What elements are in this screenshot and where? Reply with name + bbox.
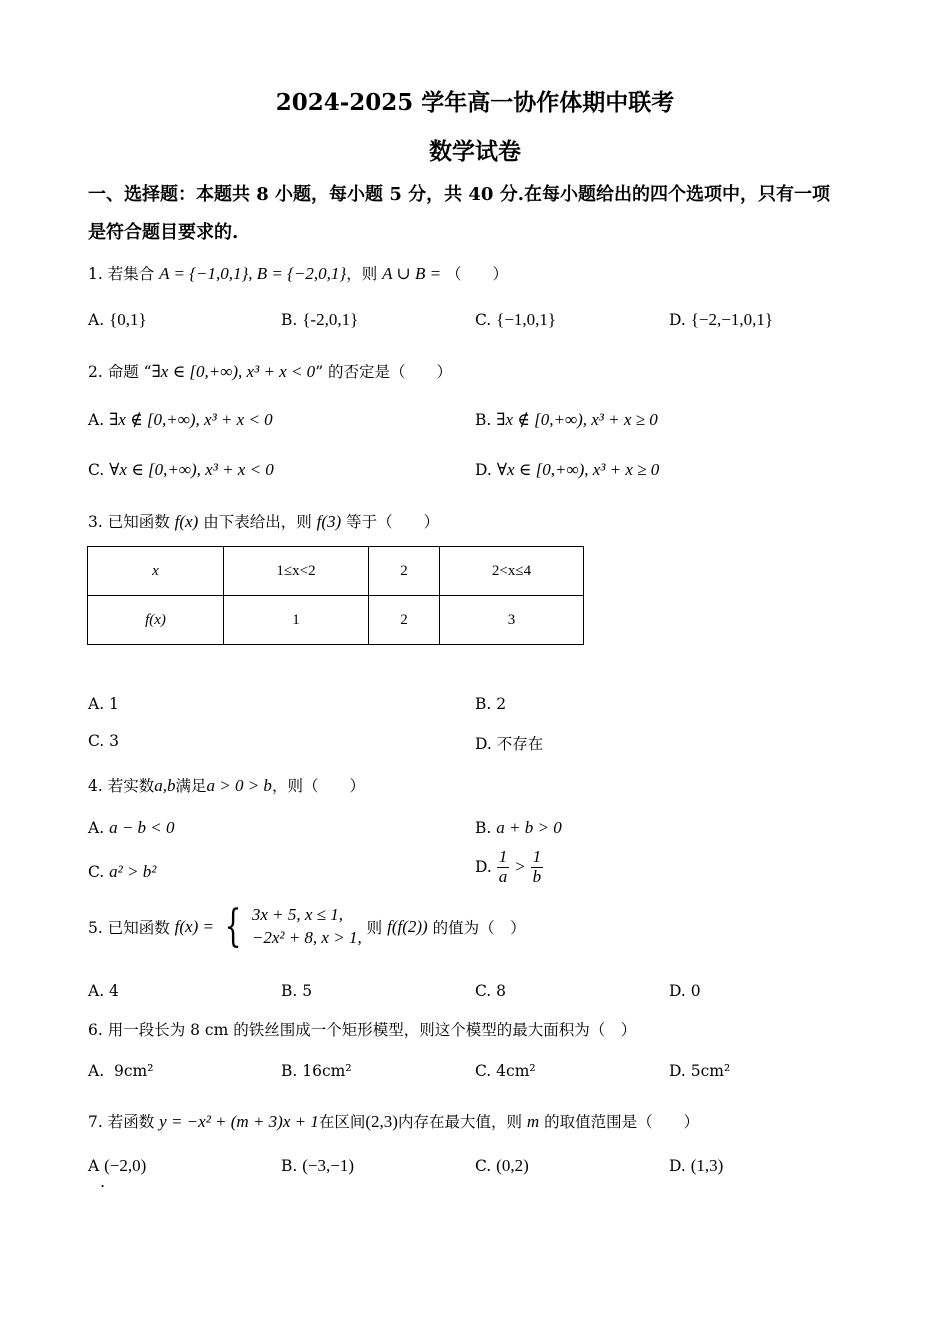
q3-option-a[interactable]: A. 1 bbox=[88, 695, 119, 713]
option-value: {−2,−1,0,1} bbox=[690, 310, 773, 329]
q4-option-b[interactable] bbox=[475, 818, 562, 838]
question-5 bbox=[88, 900, 526, 952]
option-letter: C. bbox=[475, 1157, 492, 1175]
option-letter: A. bbox=[88, 819, 105, 837]
fraction-1-over-b bbox=[531, 848, 544, 886]
q1-expr: A ∪ B = bbox=[382, 264, 442, 283]
q7-interval: (2,3) bbox=[365, 1112, 398, 1131]
q3-fx: f(x) bbox=[174, 512, 199, 531]
q3-option-c[interactable]: C. 3 bbox=[88, 732, 120, 750]
q4-prefix: 4. 若实数 bbox=[88, 777, 155, 795]
q1-option-b[interactable] bbox=[281, 310, 358, 330]
option-letter: C. bbox=[475, 1062, 492, 1080]
option-letter: A. bbox=[88, 311, 105, 329]
q1-prefix: 1. 若集合 bbox=[88, 265, 155, 283]
fraction-1-over-a bbox=[497, 848, 510, 886]
stray-dot: . bbox=[100, 1172, 106, 1191]
q5-option-d[interactable]: D. 0 bbox=[669, 982, 701, 1000]
exam-title: 2024-2025 学年高一协作体期中联考 bbox=[275, 89, 675, 116]
q5-suffix: 的值为（ ） bbox=[432, 918, 526, 937]
option-letter: B. bbox=[475, 819, 492, 837]
q4-ab: a,b bbox=[154, 776, 176, 795]
option-value: ∃x ∉ [0,+∞), x³ + x ≥ 0 bbox=[496, 410, 658, 429]
section-heading-line2: 是符合题目要求的. bbox=[88, 222, 239, 243]
option-value: {−1,0,1} bbox=[496, 310, 557, 329]
q1-mid: ，则 bbox=[346, 265, 378, 283]
option-value: 9cm² bbox=[113, 1062, 154, 1080]
option-letter: A. bbox=[88, 1062, 105, 1080]
numerator: 1 bbox=[498, 847, 508, 866]
table-cell: 2<x≤4 bbox=[440, 547, 584, 596]
q2-prefix: 2. 命题 “ bbox=[88, 363, 152, 381]
option-value: 不存在 bbox=[496, 735, 544, 753]
option-value: 16cm² bbox=[302, 1062, 352, 1080]
table-cell: 2 bbox=[369, 596, 440, 645]
exam-subtitle: 数学试卷 bbox=[429, 138, 521, 165]
option-letter: B. bbox=[281, 1157, 298, 1175]
q7-option-a[interactable] bbox=[88, 1156, 146, 1176]
option-letter: D. bbox=[475, 858, 492, 877]
q3-option-d[interactable] bbox=[475, 732, 543, 754]
numerator: 1 bbox=[532, 847, 542, 866]
option-value: ∀x ∈ [0,+∞), x³ + x ≥ 0 bbox=[496, 460, 660, 479]
q1-option-c[interactable] bbox=[475, 310, 556, 330]
q6-option-d[interactable] bbox=[669, 1062, 730, 1080]
option-letter: D. bbox=[669, 1062, 686, 1080]
q2-expr: ∃x ∈ [0,+∞), x³ + x < 0 bbox=[151, 362, 316, 381]
q3-mid: 由下表给出，则 bbox=[203, 513, 312, 531]
option-value: ∀x ∈ [0,+∞), x³ + x < 0 bbox=[109, 460, 274, 479]
function-table bbox=[87, 546, 584, 645]
question-7 bbox=[88, 1110, 699, 1132]
table-cell: 3 bbox=[440, 596, 584, 645]
option-letter: D. bbox=[475, 461, 492, 479]
option-value: (1,3) bbox=[690, 1156, 724, 1175]
q1-paren: （ ） bbox=[446, 265, 509, 283]
q5-fx: f(x) = bbox=[174, 916, 214, 936]
q1-sets: A = {−1,0,1}, B = {−2,0,1} bbox=[159, 264, 347, 283]
option-value: {-2,0,1} bbox=[302, 310, 359, 329]
q2-option-a[interactable] bbox=[88, 410, 273, 430]
q4-option-d[interactable] bbox=[475, 848, 543, 886]
table-cell: 1≤x<2 bbox=[224, 547, 369, 596]
option-value: (0,2) bbox=[496, 1156, 529, 1175]
q2-option-b[interactable] bbox=[475, 410, 658, 430]
question-1 bbox=[88, 262, 508, 284]
q7-func: y = −x² + (m + 3)x + 1 bbox=[159, 1112, 319, 1131]
option-value: {0,1} bbox=[109, 310, 147, 329]
q4-option-a[interactable] bbox=[88, 818, 175, 838]
question-2 bbox=[88, 360, 452, 382]
option-value: ∃x ∉ [0,+∞), x³ + x < 0 bbox=[109, 410, 273, 429]
option-letter: D. bbox=[669, 1157, 686, 1175]
option-letter: C. bbox=[475, 311, 492, 329]
option-letter: C. bbox=[88, 461, 105, 479]
option-value: a + b > 0 bbox=[496, 818, 562, 837]
question-4 bbox=[88, 774, 365, 796]
q5-option-b[interactable]: B. 5 bbox=[281, 982, 313, 1000]
denominator: b bbox=[532, 866, 542, 886]
q5-option-a[interactable]: A. 4 bbox=[88, 982, 119, 1000]
option-value: 5cm² bbox=[690, 1062, 731, 1080]
q3-suffix: 等于（ ） bbox=[346, 513, 440, 531]
table-row bbox=[88, 596, 584, 645]
option-letter: D. bbox=[475, 735, 492, 753]
option-value: a² > b² bbox=[109, 862, 157, 881]
q7-prefix: 7. 若函数 bbox=[88, 1113, 155, 1131]
q6-option-b[interactable] bbox=[281, 1062, 352, 1080]
greater-sign: > bbox=[514, 857, 526, 877]
case-1: 3x + 5, x ≤ 1, bbox=[251, 905, 343, 924]
q7-suffix: 的取值范围是（ ） bbox=[544, 1113, 700, 1131]
q4-mid: 满足 bbox=[175, 777, 207, 795]
table-row bbox=[88, 547, 584, 596]
piecewise-cases bbox=[252, 904, 362, 950]
option-value: (−3,−1) bbox=[302, 1156, 355, 1175]
q1-option-d[interactable] bbox=[669, 310, 773, 330]
option-value: 4cm² bbox=[496, 1062, 536, 1080]
table-cell: f(x) bbox=[88, 596, 224, 645]
q2-option-c[interactable] bbox=[88, 460, 274, 480]
q6-option-a[interactable] bbox=[88, 1062, 153, 1080]
q4-suffix: ，则（ ） bbox=[271, 777, 365, 795]
q4-cond: a > 0 > b bbox=[206, 776, 272, 795]
q5-option-c[interactable]: C. 8 bbox=[475, 982, 507, 1000]
q2-suffix: ” 的否定是（ ） bbox=[315, 363, 453, 381]
q3-f3: f(3) bbox=[316, 512, 342, 531]
q2-option-d[interactable] bbox=[475, 460, 659, 480]
option-letter: D. bbox=[669, 311, 686, 329]
option-value: a − b < 0 bbox=[109, 818, 175, 837]
q7-mid: 在区间 bbox=[318, 1113, 366, 1131]
denominator: a bbox=[498, 866, 508, 886]
q5-ff2: f(f(2)) bbox=[387, 916, 428, 936]
case-2: −2x² + 8, x > 1, bbox=[251, 927, 362, 947]
option-letter: B. bbox=[281, 311, 298, 329]
q4-option-c[interactable] bbox=[88, 862, 156, 882]
q3-prefix: 3. 已知函数 bbox=[88, 513, 170, 531]
q5-prefix: 5. 已知函数 bbox=[88, 918, 170, 937]
q7-mid2: 内存在最大值，则 bbox=[397, 1113, 522, 1131]
question-6: 6. 用一段长为 8 cm 的铁丝围成一个矩形模型，则这个模型的最大面积为（ ） bbox=[88, 1021, 637, 1039]
q7-m: m bbox=[526, 1112, 540, 1131]
q1-option-a[interactable] bbox=[88, 310, 147, 330]
option-letter: A. bbox=[88, 411, 105, 429]
option-letter: C. bbox=[88, 863, 105, 881]
option-value: (−2,0) bbox=[104, 1156, 147, 1175]
question-3 bbox=[88, 510, 439, 532]
option-letter: A bbox=[88, 1157, 100, 1175]
q7-option-c[interactable] bbox=[475, 1156, 529, 1176]
option-letter: B. bbox=[475, 411, 492, 429]
option-letter: B. bbox=[281, 1062, 298, 1080]
q3-option-b[interactable]: B. 2 bbox=[475, 695, 507, 713]
q7-option-b[interactable] bbox=[281, 1156, 354, 1176]
q5-mid: 则 bbox=[366, 918, 383, 937]
left-brace-icon: { bbox=[224, 900, 242, 952]
q6-option-c[interactable] bbox=[475, 1062, 536, 1080]
table-cell: 1 bbox=[224, 596, 369, 645]
table-cell: x bbox=[88, 547, 224, 596]
section-heading-line1: 一、选择题：本题共 8 小题，每小题 5 分，共 40 分.在每小题给出的四个选项中，只有一项 bbox=[88, 184, 830, 205]
table-cell: 2 bbox=[369, 547, 440, 596]
q7-option-d[interactable] bbox=[669, 1156, 723, 1176]
